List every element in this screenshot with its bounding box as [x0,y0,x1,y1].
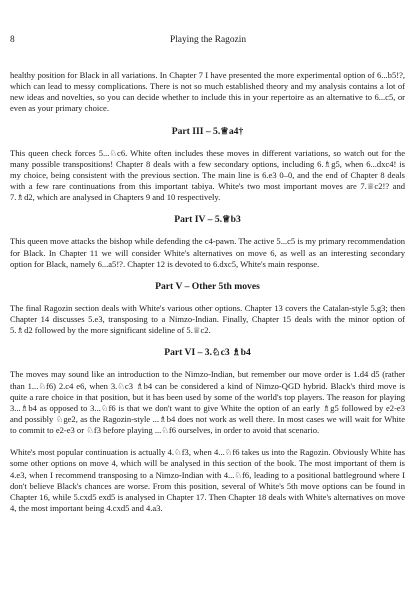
section-heading-part-3: Part III – 5.♕a4† [171,125,244,137]
paragraph-intro-continuation: healthy position for Black in all variations. In Chapter 7 I have presented the more experimental option of 6...b5!?, which can lead to messy complications. There is not so much established theory and my analysis contains a lot of new ideas and novelties, so you can decide whether to include this in your repertoire as an alternative to 6...c5, or even as your primary choice. [10,70,405,114]
page-body [10,70,405,514]
section-heading-part-4: Part IV – 5.♕b3 [174,214,241,226]
section-heading-part-5: Part V – Other 5th moves [155,280,260,292]
page-number: 8 [10,35,15,45]
section-heading-part-6: Part VI – 3.♘c3 ♗b4 [164,347,251,359]
paragraph-part-6-a: The moves may sound like an introduction to the Nimzo-Indian, but remember our move order is 1.d4 d5 (rather than 1...♘f6) 2.c4 e6, when 3.♘c3 ♗b4 can be considered a kind of Nimzo-QGD hybrid. Black's third move is quite a rare choice in that position, but it has been used by some of the world's top players. The reason for playing 3...♗b4 as opposed to 3...♘f6 is that we don't want to give White the option of an early ♗g5 followed by e2-e3 and possibly ♘ge2, as the Ragozin-style ...♗b4 does not work as well there. In most cases we will wait for White to commit to e2-e3 or ♘f3 before playing ...♘f6 ourselves, in order to avoid that scenario. [10,369,405,436]
paragraph-part-6-b: White's most popular continuation is actually 4.♘f3, when 4...♘f6 takes us into the Ragozin. Obviously White has some other options on move 4, which will be analysed in this section of the book. The most important of them is 4.e3, when I recommend transposing to a Nimzo-Indian with 4...♘f6, leading to a positional battleground where I don't believe Black's chances are worse. From this position, several of White's 5th move options can be found in Chapter 16, while 5.cxd5 exd5 is analysed in Chapter 17. Then Chapter 18 deals with White's alternatives on move 4, the most important being 4.cxd5 and 4.a3. [10,447,405,514]
running-title: Playing the Ragozin [169,35,247,45]
paragraph-part-4: This queen move attacks the bishop while defending the c4-pawn. The active 5...c5 is my primary recommendation for Black. In Chapter 11 we will consider White's alternatives on move 6, as well as an interesting secondary option for Black, namely 6...a5!?. Chapter 12 is devoted to 6.dxc5, White's main response. [10,236,405,269]
paragraph-part-5: The final Ragozin section deals with White's various other options. Chapter 13 covers the Catalan-style 5.g3; then Chapter 14 discusses 5.e3, transposing to a Nimzo-Indian. Finally, Chapter 15 deals with the minor option of 5.♗d2 followed by the more significant sideline of 5.♕c2. [10,302,405,336]
paragraph-part-3: This queen check forces 5...♘c6. White often includes these moves in different variations, so watch out for the many possible transpositions! Chapter 8 deals with a few secondary options, including 6.♗g5, when 6...dxc4! is my choice, being consistent with the previous section. The main line is 6.e3 0–0, and the end of Chapter 8 deals with a few rare continuations from this important tabiya. White's two most important moves are 7.♕c2!? and 7.♗d2, which are analysed in Chapters 9 and 10 respectively. [10,147,405,203]
